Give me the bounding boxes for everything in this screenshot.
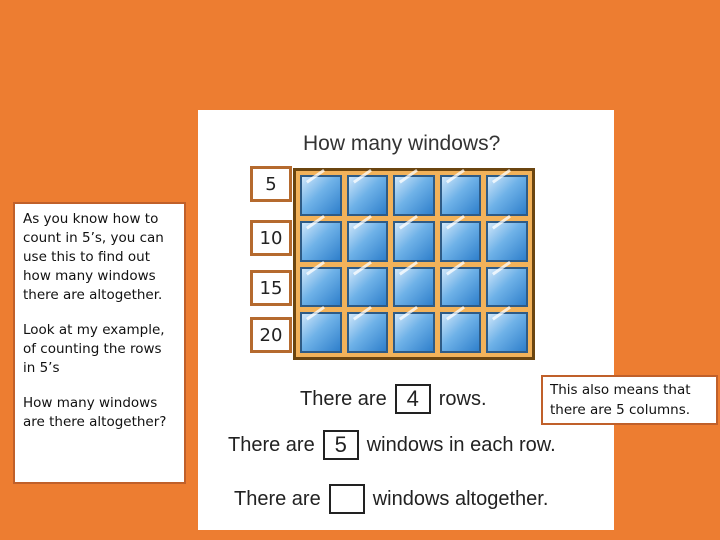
window-pane — [486, 221, 528, 262]
per-row-sentence-end: windows in each row. — [366, 433, 556, 456]
rows-answer-box: 4 — [395, 384, 431, 414]
rows-sentence — [300, 384, 487, 414]
window-pane — [300, 221, 342, 262]
window-grid — [293, 168, 535, 360]
total-answer-box — [329, 484, 365, 514]
total-sentence-start: There are — [234, 487, 321, 510]
row-count-1: 5 — [250, 166, 292, 202]
instruction-paragraph-1: As you know how to count in 5’s, you can use this to find out how many windows there are altogether. — [23, 211, 164, 303]
rows-sentence-start: There are — [300, 387, 387, 410]
window-pane — [347, 267, 389, 308]
total-sentence — [234, 484, 548, 514]
worksheet-title: How many windows? — [303, 132, 501, 155]
instruction-textbox — [13, 202, 186, 484]
window-pane — [300, 312, 342, 353]
window-pane — [347, 175, 389, 216]
total-sentence-end: windows altogether. — [372, 487, 549, 510]
rows-sentence-end: rows. — [438, 387, 487, 410]
window-pane — [486, 312, 528, 353]
per-row-answer-box: 5 — [323, 430, 359, 460]
window-pane — [440, 175, 482, 216]
window-pane — [393, 175, 435, 216]
columns-note-text: This also means that there are 5 columns. — [550, 382, 691, 418]
instruction-question: How many windows are there altogether? — [23, 395, 167, 430]
row-count-4: 20 — [250, 317, 292, 353]
window-pane — [347, 221, 389, 262]
row-count-2: 10 — [250, 220, 292, 256]
window-pane — [347, 312, 389, 353]
window-pane — [486, 175, 528, 216]
instruction-paragraph-2: Look at my example, of counting the rows in 5’s — [23, 322, 165, 376]
columns-note-textbox — [541, 375, 718, 425]
window-pane — [300, 175, 342, 216]
per-row-sentence — [228, 430, 556, 460]
window-pane — [393, 312, 435, 353]
window-pane — [440, 221, 482, 262]
window-pane — [440, 267, 482, 308]
per-row-sentence-start: There are — [228, 433, 315, 456]
window-pane — [393, 221, 435, 262]
row-count-3: 15 — [250, 270, 292, 306]
window-pane — [440, 312, 482, 353]
window-pane — [300, 267, 342, 308]
window-pane — [486, 267, 528, 308]
window-pane — [393, 267, 435, 308]
